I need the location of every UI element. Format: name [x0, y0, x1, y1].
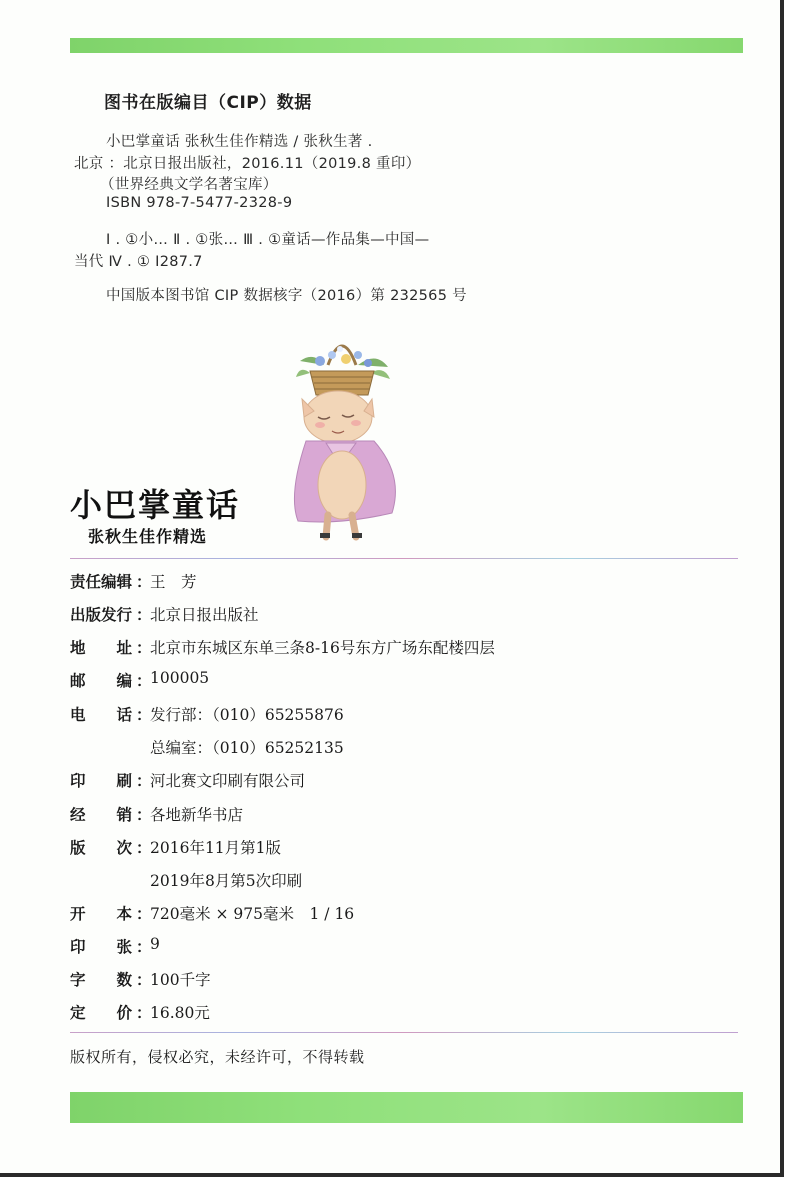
copyright-page: 图书在版编目（CIP）数据 小巴掌童话 张秋生佳作精选 / 张秋生著 . 北京 ：北京日报出版社，2016.11（2019.8 重印） （世界经典文学名著宝库） ISBN 978-7-5477-2328-9 Ⅰ . ①小… Ⅱ . ①张… Ⅲ . ①童话—作品集—中国— 当代 Ⅳ . ① I287.7 中国版本图书馆 CIP 数据核字（2016）第 232565 号 小巴掌童话 张秋生佳作精选 责任编辑 ： 王 芳 出版发行 ： 北京日报出版社 地 址 ： 北京市东城区东单三条8-16号东方广场东配楼四层 邮 编 ： 100005 电 话 ： 发行部：（010）65255876 总编室：（010）65252135 印 刷 ： 河北赛文印刷有限公司 经 销 ： 各地新华书店 版 次 ： 2016年11月第1版 2019年8月第5次印刷 开 本 ： 720毫米 × 975毫米 1 / 16 印 张 ： 9 字 数 ： 100千字 定 价 ： 16.80元 版权所有，侵权必究，未经许可，不得转载	[0, 0, 784, 1177]
words-value: 100千字	[150, 971, 211, 989]
cip-line: ISBN 978-7-5477-2328-9	[106, 195, 293, 211]
address-value: 北京市东城区东单三条8-16号东方广场东配楼四层	[150, 639, 495, 657]
editor-value: 王 芳	[150, 573, 197, 591]
cip-line: 北京 ：北京日报出版社，2016.11（2019.8 重印）	[74, 156, 421, 172]
distributor-value: 各地新华书店	[150, 806, 244, 824]
book-title: 小巴掌童话	[70, 486, 241, 524]
cip-line: 当代 Ⅳ . ① I287.7	[74, 254, 203, 270]
sheets-value: 9	[150, 935, 160, 953]
cip-line: Ⅰ . ①小… Ⅱ . ①张… Ⅲ . ①童话—作品集—中国—	[106, 232, 430, 248]
edition-value: 2016年11月第1版	[150, 839, 282, 857]
format-value: 720毫米 × 975毫米 1 / 16	[150, 905, 355, 923]
phone-sales-value: 发行部：（010）65255876	[150, 706, 344, 724]
cip-heading: 图书在版编目（CIP）数据	[104, 93, 312, 113]
publisher-label: 出版发行	[70, 605, 133, 624]
cip-line: 中国版本图书馆 CIP 数据核字（2016）第 232565 号	[106, 288, 467, 304]
top-green-bar	[70, 38, 743, 53]
divider-top	[70, 558, 738, 559]
bottom-green-bar	[70, 1092, 743, 1123]
printer-value: 河北赛文印刷有限公司	[150, 772, 306, 790]
pig-with-basket-illustration	[280, 325, 420, 545]
postcode-value: 100005	[150, 669, 210, 687]
book-subtitle: 张秋生佳作精选	[88, 527, 208, 546]
cip-line: 小巴掌童话 张秋生佳作精选 / 张秋生著 .	[106, 134, 373, 150]
price-value: 16.80元	[150, 1004, 210, 1022]
phone-editor-value: 总编室：（010）65252135	[150, 739, 344, 757]
printing-value: 2019年8月第5次印刷	[150, 872, 303, 890]
cip-line: （世界经典文学名著宝库）	[100, 177, 278, 193]
divider-bottom	[70, 1032, 738, 1033]
editor-label: 责任编辑	[70, 572, 133, 591]
copyright-notice: 版权所有，侵权必究，未经许可，不得转载	[70, 1048, 365, 1066]
publisher-value: 北京日报出版社	[150, 606, 259, 624]
